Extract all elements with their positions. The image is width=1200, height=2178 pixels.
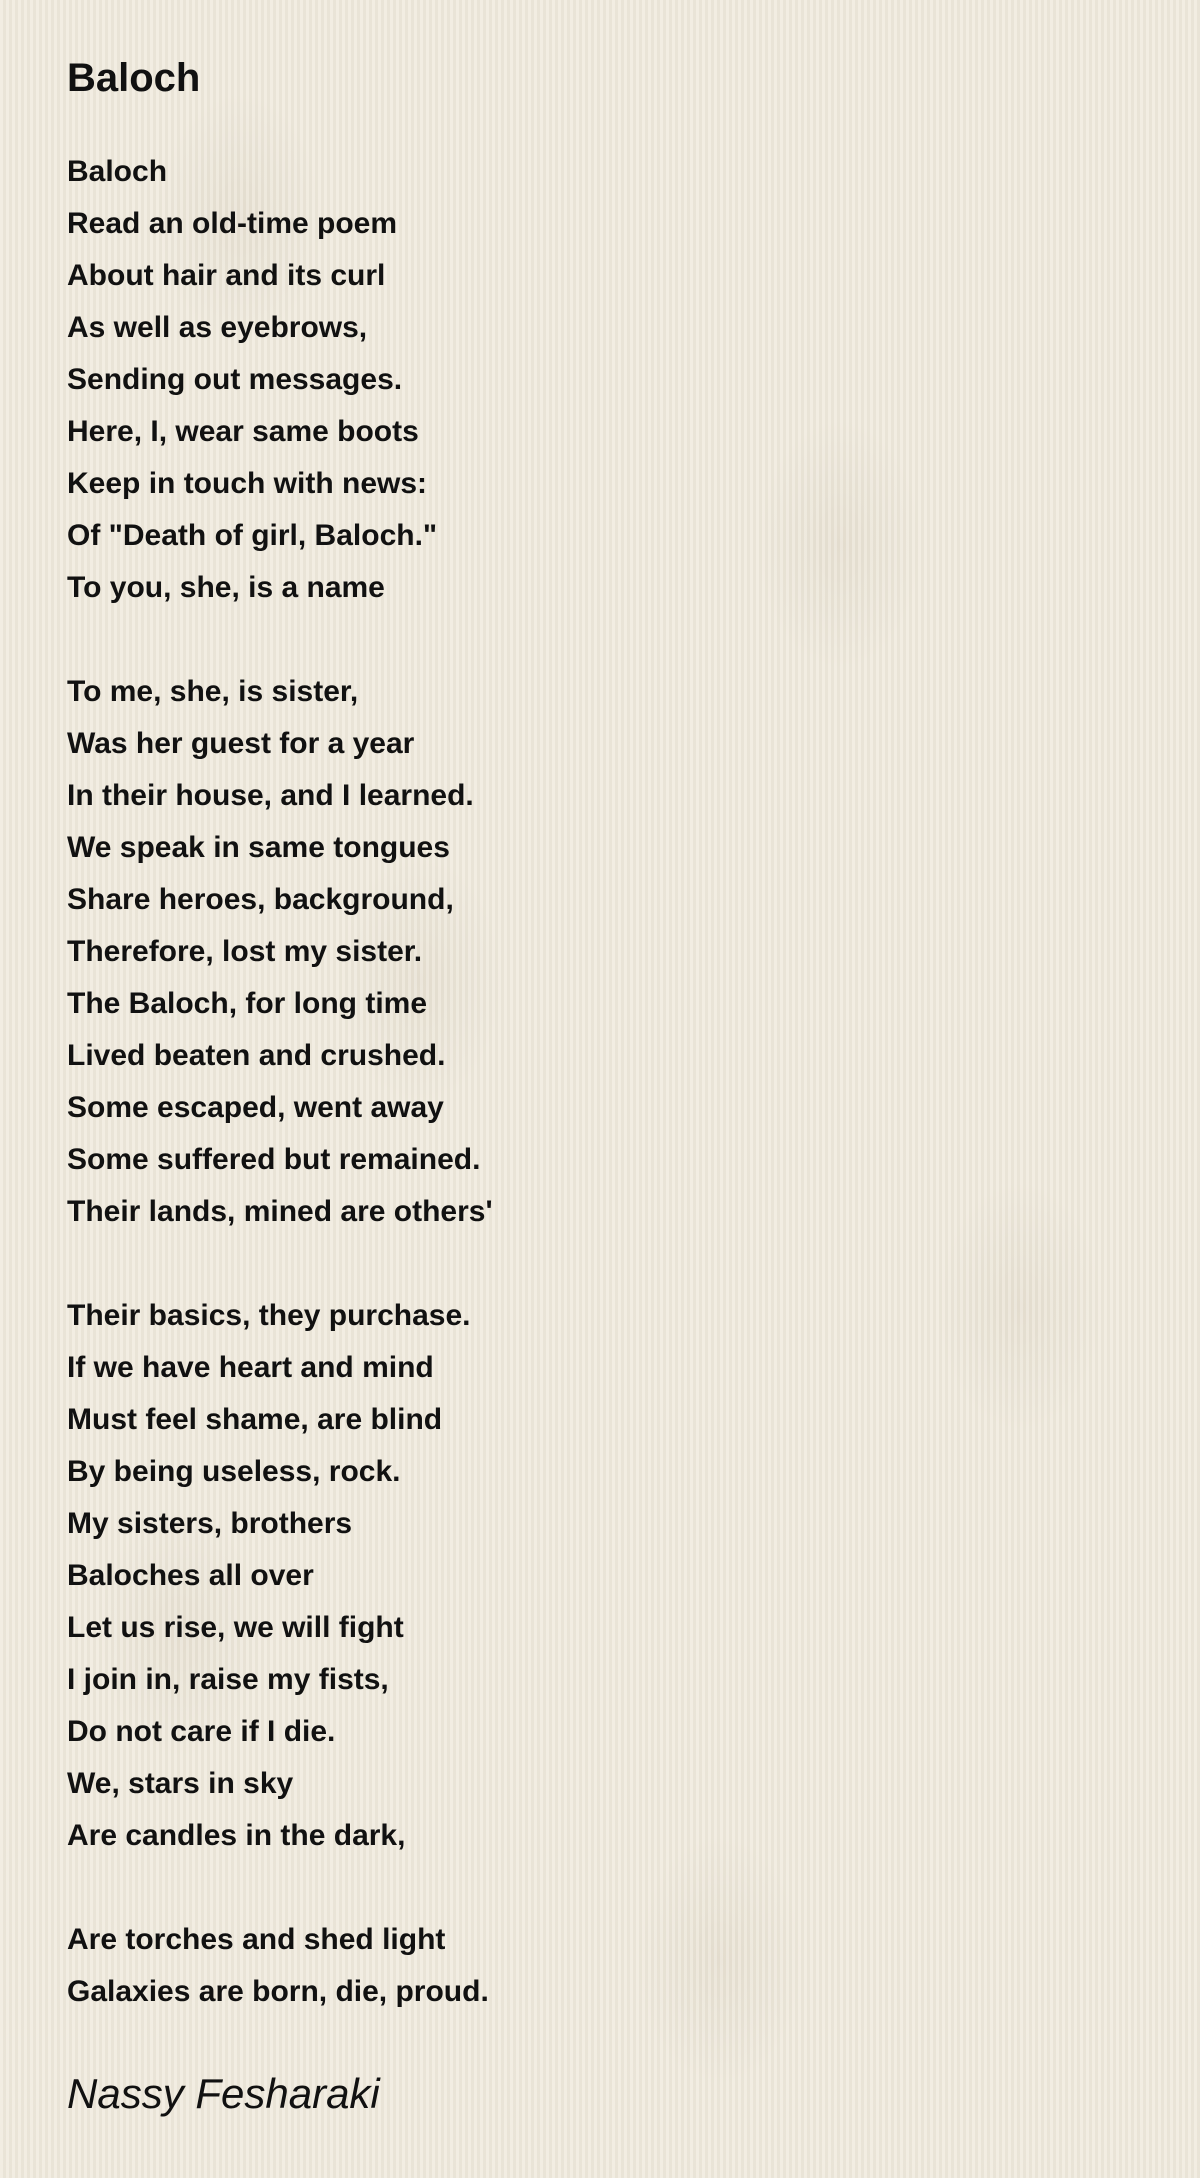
poem-line: We, stars in sky — [67, 1767, 294, 1800]
poem-line: I join in, raise my fists, — [67, 1663, 389, 1696]
poem-line: About hair and its curl — [67, 259, 386, 292]
poem-page — [67, 48, 1147, 2124]
poem-line: The Baloch, for long time — [67, 987, 428, 1020]
poem-line: As well as eyebrows, — [67, 311, 368, 344]
poem-line: Galaxies are born, die, proud. — [67, 1975, 489, 2008]
poem-author: Nassy Fesharaki — [67, 2070, 380, 2117]
poem-line: We speak in same tongues — [67, 831, 450, 864]
poem-line: To you, she, is a name — [67, 571, 385, 604]
stanza-break — [67, 614, 1147, 666]
poem-line: Their basics, they purchase. — [67, 1299, 471, 1332]
poem-line: My sisters, brothers — [67, 1507, 353, 1540]
poem-line: Keep in touch with news: — [67, 467, 428, 500]
poem-line: Some suffered but remained. — [67, 1143, 481, 1176]
poem-line: Here, I, wear same boots — [67, 415, 419, 448]
poem-line: Do not care if I die. — [67, 1715, 336, 1748]
poem-title: Baloch — [67, 56, 201, 100]
poem-line: Lived beaten and crushed. — [67, 1039, 446, 1072]
poem-line: Are candles in the dark, — [67, 1819, 406, 1852]
poem-line: If we have heart and mind — [67, 1351, 434, 1384]
poem-line: Of "Death of girl, Baloch." — [67, 519, 438, 552]
poem-line: Therefore, lost my sister. — [67, 935, 423, 968]
poem-line: Must feel shame, are blind — [67, 1403, 443, 1436]
stanza-break — [67, 1862, 1147, 1914]
poem-line: Was her guest for a year — [67, 727, 415, 760]
poem-line: By being useless, rock. — [67, 1455, 401, 1488]
poem-body — [67, 146, 1147, 2018]
stanza-break — [67, 1238, 1147, 1290]
poem-line: To me, she, is sister, — [67, 675, 359, 708]
poem-line: Their lands, mined are others' — [67, 1195, 493, 1228]
poem-line: Baloch — [67, 155, 168, 188]
poem-line: Share heroes, background, — [67, 883, 454, 916]
poem-line: Sending out messages. — [67, 363, 403, 396]
poem-line: Baloches all over — [67, 1559, 314, 1592]
poem-line: Read an old-time poem — [67, 207, 398, 240]
poem-line: In their house, and I learned. — [67, 779, 474, 812]
poem-line: Let us rise, we will fight — [67, 1611, 404, 1644]
poem-line: Are torches and shed light — [67, 1923, 446, 1956]
poem-line: Some escaped, went away — [67, 1091, 444, 1124]
